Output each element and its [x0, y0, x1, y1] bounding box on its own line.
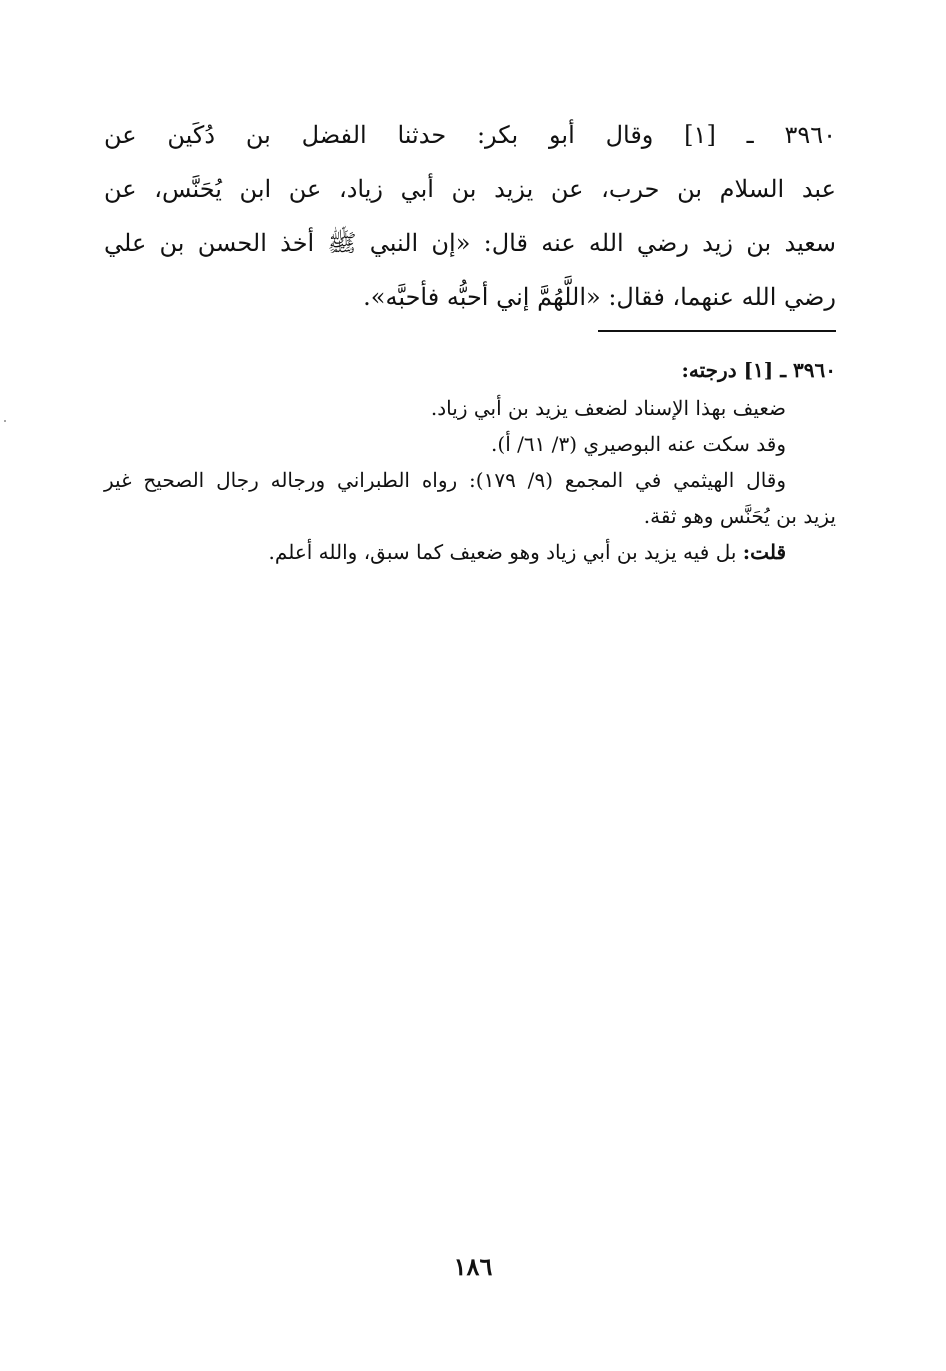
grading-line-4-lead: قلت: — [742, 540, 786, 564]
grading-line-2: وقد سكت عنه البوصيري (٣/ ٦١/ أ). — [491, 432, 786, 456]
footnotes — [104, 352, 836, 570]
grading-line-3a: وقال الهيثمي في المجمع (٩/ ١٧٩): رواه الطبراني ورجاله رجال الصحيح غير — [104, 468, 787, 492]
footnote-divider — [598, 330, 836, 332]
grading-line-4-rest: بل فيه يزيد بن أبي زياد وهو ضعيف كما سبق، والله أعلم. — [268, 540, 743, 564]
hadith-text — [104, 108, 836, 324]
hadith-line-3: سعيد بن زيد رضي الله عنه قال: «إن النبي ﷺ أخذ الحسن بن علي — [104, 229, 836, 257]
scan-speck — [4, 420, 6, 422]
hadith-line-4: رضي الله عنهما، فقال: «اللَّهُمَّ إني أحبُّه فأحبَّه». — [363, 283, 836, 311]
grading-line-1: ضعيف بهذا الإسناد لضعف يزيد بن أبي زياد. — [430, 396, 786, 420]
grading-line-3b: يزيد بن يُحَنَّس وهو ثقة. — [643, 504, 836, 528]
grading-heading: ٣٩٦٠ ـ [١] درجته: — [681, 358, 836, 382]
hadith-line-1: ٣٩٦٠ ـ [١] وقال أبو بكر: حدثنا الفضل بن دُكَين عن — [104, 121, 836, 149]
grading-line-4 — [104, 534, 836, 570]
page-number: ١٨٦ — [453, 1252, 493, 1281]
hadith-line-2: عبد السلام بن حرب، عن يزيد بن أبي زياد، عن ابن يُحَنَّس، عن — [104, 175, 836, 203]
